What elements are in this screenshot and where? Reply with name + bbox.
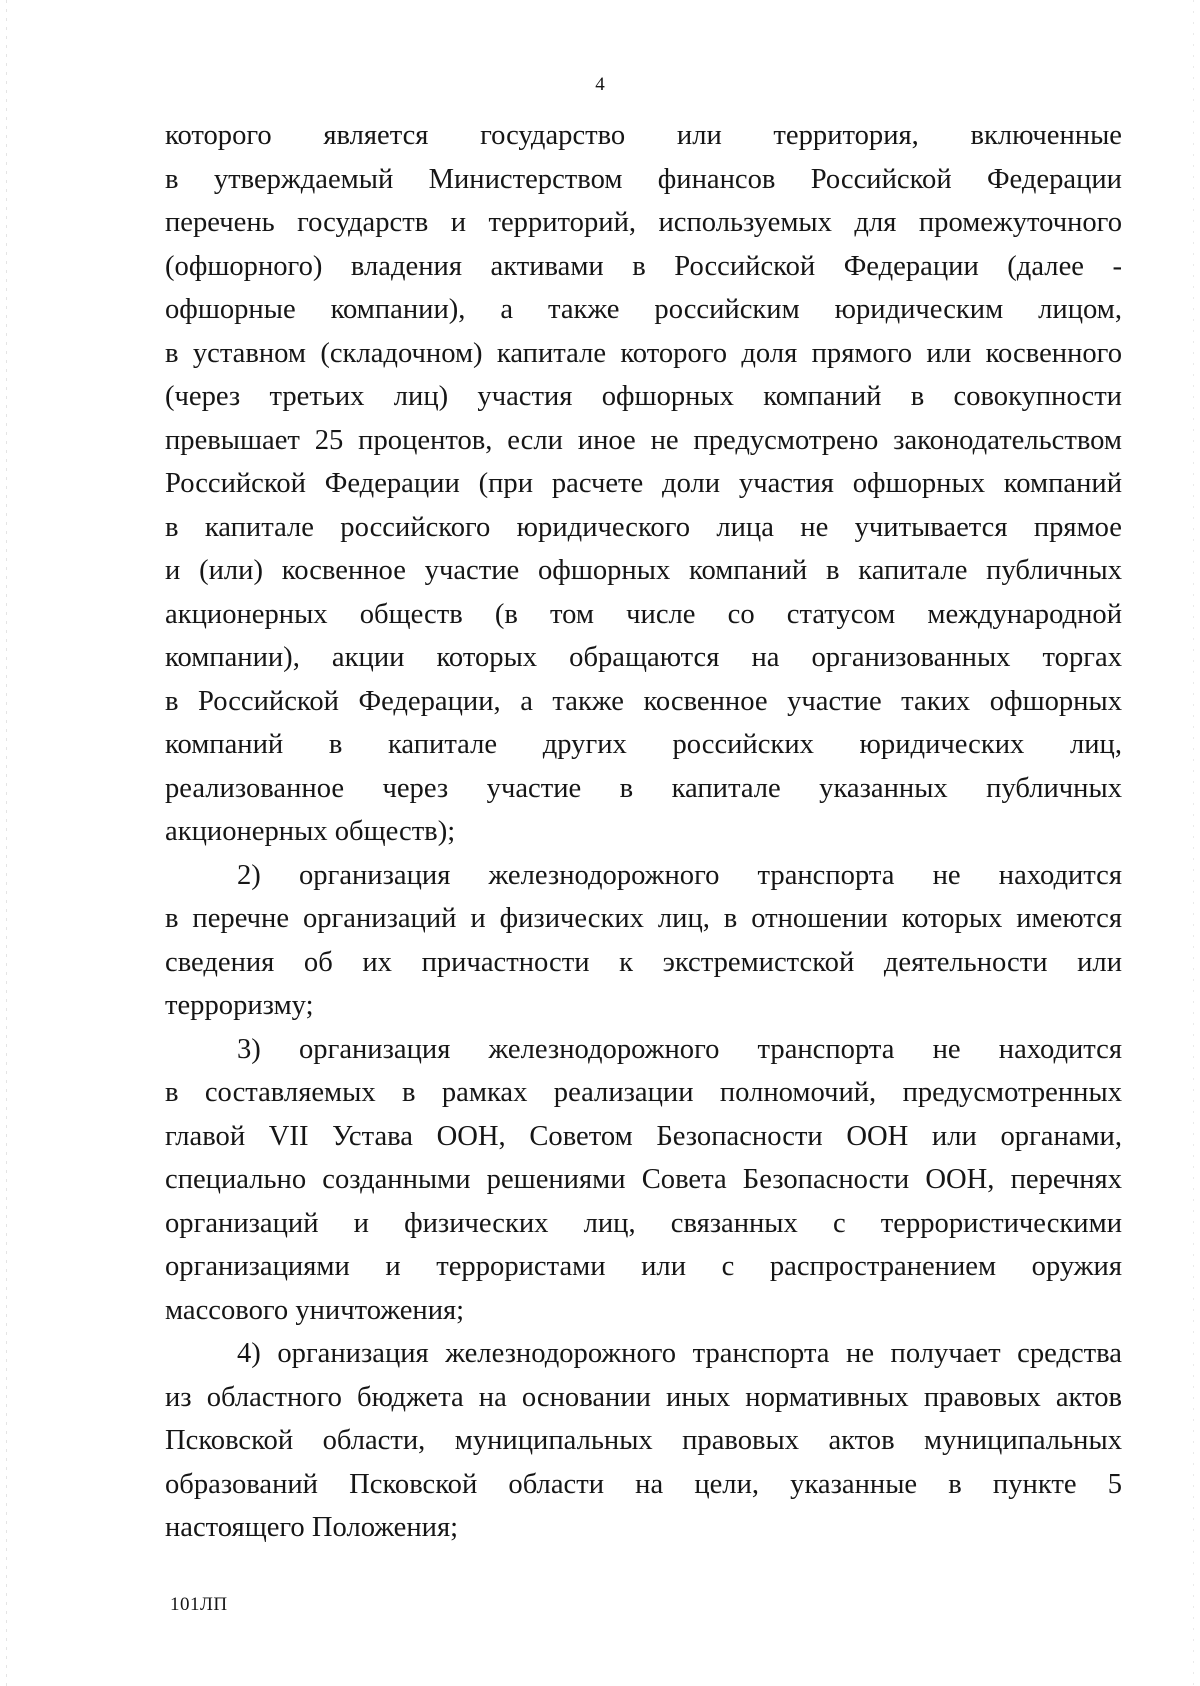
text-line: из областного бюджета на основании иных нормативных правовых актов <box>165 1381 1122 1413</box>
text-line: терроризму; <box>165 990 314 1021</box>
text-line: компаний в капитале других российских юридических лиц, <box>165 729 1122 760</box>
paragraph-start-line: 3) организация железнодорожного транспорта не находится <box>237 1033 1122 1065</box>
text-line: в утверждаемый Министерством финансов Российской Федерации <box>165 163 1122 195</box>
text-line: специально созданными решениями Совета Безопасности ООН, перечнях <box>165 1164 1122 1195</box>
paragraph-start-line: 4) организация железнодорожного транспорта не получает средства <box>237 1338 1122 1369</box>
scan-edge-left <box>6 0 7 1686</box>
document-code: 101ЛП <box>170 1594 228 1615</box>
document-body <box>165 114 1122 1550</box>
text-line: акционерных обществ (в том числе со статусом международной <box>165 598 1122 630</box>
text-line: (офшорного) владения активами в Российской Федерации (далее - <box>165 250 1122 282</box>
text-line: акционерных обществ); <box>165 816 456 847</box>
text-line: реализованное через участие в капитале указанных публичных <box>165 772 1122 804</box>
text-line: в перечне организаций и физических лиц, в отношении которых имеются <box>165 903 1122 934</box>
text-line: компании), акции которых обращаются на организованных торгах <box>165 642 1122 673</box>
text-line: в уставном (складочном) капитале которого доля прямого или косвенного <box>165 337 1122 369</box>
text-line: Псковской области, муниципальных правовых актов муниципальных <box>165 1425 1122 1456</box>
text-line: массового уничтожения; <box>165 1294 465 1326</box>
page-number: 4 <box>595 74 605 95</box>
text-line: главой VII Устава ООН, Советом Безопасности ООН или органами, <box>165 1120 1122 1152</box>
text-line: Российской Федерации (при расчете доли участия офшорных компаний <box>165 468 1122 499</box>
text-line: превышает 25 процентов, если иное не предусмотрено законодательством <box>165 424 1122 456</box>
text-line: в Российской Федерации, а также косвенное участие таких офшорных <box>165 685 1122 717</box>
text-line: сведения об их причастности к экстремистской деятельности или <box>165 946 1122 978</box>
paragraph-start-line: 2) организация железнодорожного транспорта не находится <box>237 859 1122 891</box>
text-line: в капитале российского юридического лица не учитывается прямое <box>165 511 1122 543</box>
text-line: офшорные компании), а также российским юридическим лицом, <box>165 294 1122 325</box>
text-line: которого является государство или территория, включенные <box>165 120 1122 151</box>
text-line: настоящего Положения; <box>165 1512 459 1543</box>
scan-edge-right <box>1193 0 1194 1686</box>
text-line: в составляемых в рамках реализации полномочий, предусмотренных <box>165 1077 1122 1108</box>
text-line: (через третьих лиц) участия офшорных компаний в совокупности <box>165 381 1122 412</box>
text-line: и (или) косвенное участие офшорных компаний в капитале публичных <box>165 555 1122 586</box>
text-line: организаций и физических лиц, связанных с террористическими <box>165 1207 1122 1239</box>
text-line: перечень государств и территорий, используемых для промежуточного <box>165 207 1122 238</box>
text-line: организациями и террористами или с распространением оружия <box>165 1251 1122 1282</box>
text-line: образований Псковской области на цели, указанные в пункте 5 <box>165 1468 1122 1500</box>
